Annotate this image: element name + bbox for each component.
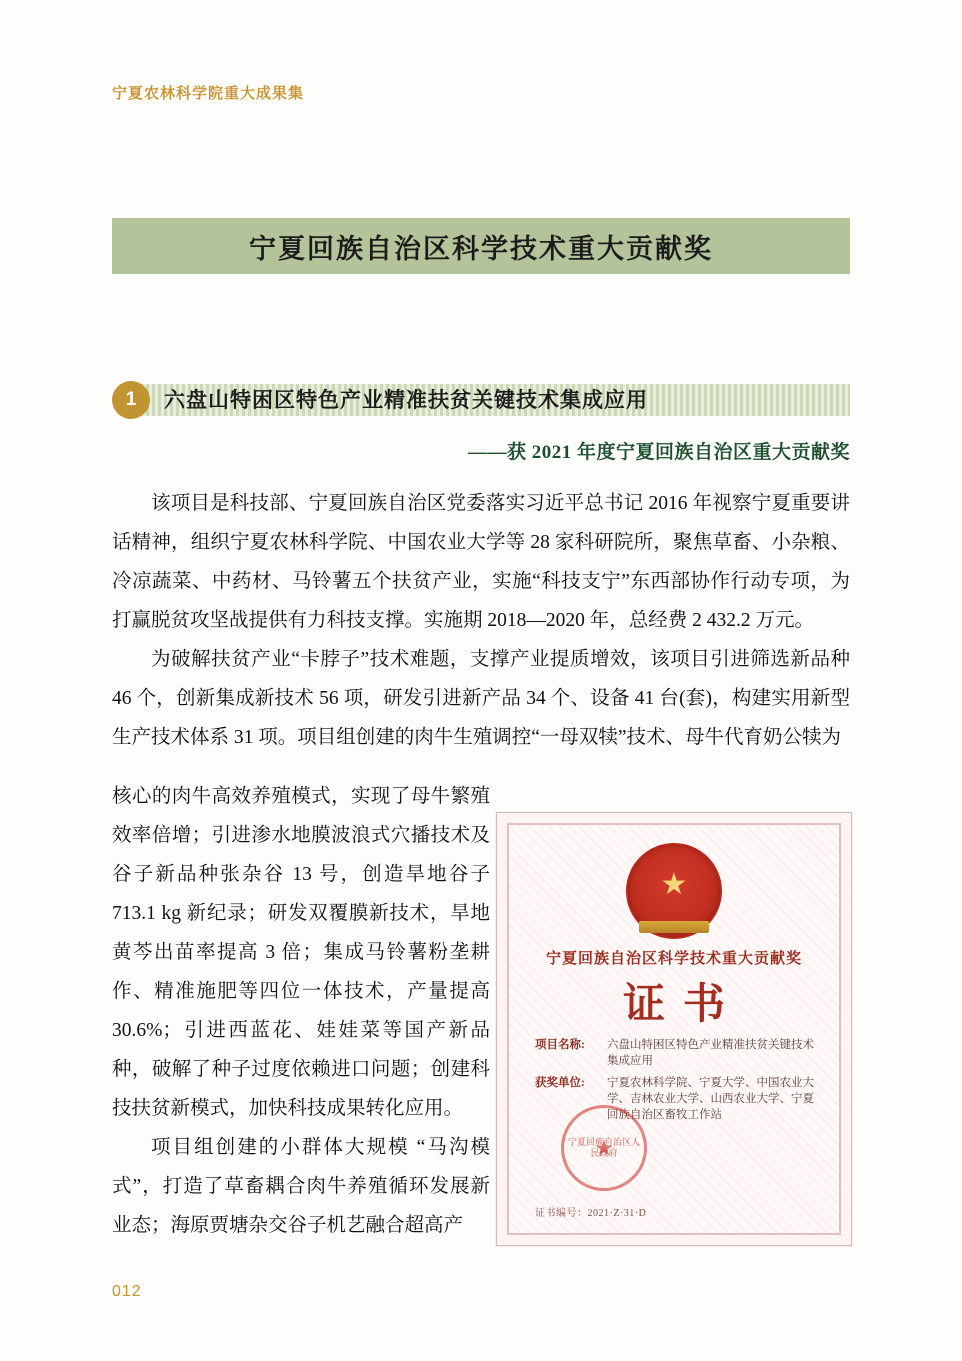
section-header xyxy=(112,381,850,419)
award-banner xyxy=(112,218,850,274)
certificate-number: 证书编号：2021·Z·31·D xyxy=(535,1208,647,1219)
section-title: 六盘山特困区特色产业精准扶贫关键技术集成应用 xyxy=(164,388,648,412)
certificate-field-row xyxy=(535,1037,819,1069)
official-seal-icon: 宁夏回族自治区人民政府 ★ xyxy=(561,1105,647,1191)
certificate-image xyxy=(496,812,852,1246)
paragraph-2-head: 为破解扶贫产业“卡脖子”技术难题，支撑产业提质增效，该项目引进筛选新品种 46 个，创新集成新技术 56 项，研发引进新产品 34 个、设备 41 台(套)，构建实用新型生产技术体系 31 项。项目组创建的肉牛生殖调控“一母双犊”技术、母牛代育奶公犊为 xyxy=(112,649,850,748)
paragraph-1: 该项目是科技部、宁夏回族自治区党委落实习近平总书记 2016 年视察宁夏重要讲话精神，组织宁夏农林科学院、中国农业大学等 28 家科研院所，聚焦草畜、小杂粮、冷凉蔬菜、中药材、马铃薯五个扶贫产业，实施“科技支宁”东西部协作行动专项，为打赢脱贫攻坚战提供有力科技支撑。实施期 2018—2020 年，总经费 2 432.2 万元。 xyxy=(112,493,850,631)
certificate-frame xyxy=(507,823,841,1235)
certificate-organization: 宁夏回族自治区科学技术重大贡献奖 xyxy=(545,951,802,967)
emblem-base-icon xyxy=(639,921,709,933)
paragraph-3: 项目组创建的小群体大规模 “马沟模式”，打造了草畜耦合肉牛养殖循环发展新业态；海原贾塘杂交谷子机艺融合超高产 xyxy=(112,1137,490,1236)
certificate-word: 证书 xyxy=(622,982,743,1028)
certificate-field-value: 宁夏农林科学院、宁夏大学、中国农业大学、吉林农业大学、山西农业大学、宁夏回族自治区畜牧工作站 xyxy=(607,1077,814,1121)
banner-title: 宁夏回族自治区科学技术重大贡献奖 xyxy=(249,233,713,264)
body-text-top xyxy=(112,484,850,757)
certificate-field-label: 获奖单位: xyxy=(535,1077,585,1089)
paragraph-2-continued: 核心的肉牛高效养殖模式，实现了母牛繁殖效率倍增；引进渗水地膜波浪式穴播技术及谷子新品种张杂谷 13 号，创造旱地谷子 713.1 kg 新纪录；研发双覆膜新技术，旱地黄芩出苗率提高 3 倍；集成马铃薯粉垄耕作、精准施肥等四位一体技术，产量提高 30.6%；引进西蓝花、娃娃菜等国产新品种，破解了种子过度依赖进口问题；创建科技扶贫新模式，加快科技成果转化应用。 xyxy=(112,786,490,1119)
certificate-field-value: 六盘山特困区特色产业精准扶贫关键技术集成应用 xyxy=(607,1039,814,1067)
body-text-wrapped xyxy=(112,777,490,1245)
page-number: 012 xyxy=(112,1283,142,1300)
running-head: 宁夏农林科学院重大成果集 xyxy=(112,85,305,102)
section-number-badge: 1 xyxy=(112,381,150,419)
certificate-field-label: 项目名称: xyxy=(535,1039,585,1051)
section-subtitle: ——获 2021 年度宁夏回族自治区重大贡献奖 xyxy=(467,442,850,463)
